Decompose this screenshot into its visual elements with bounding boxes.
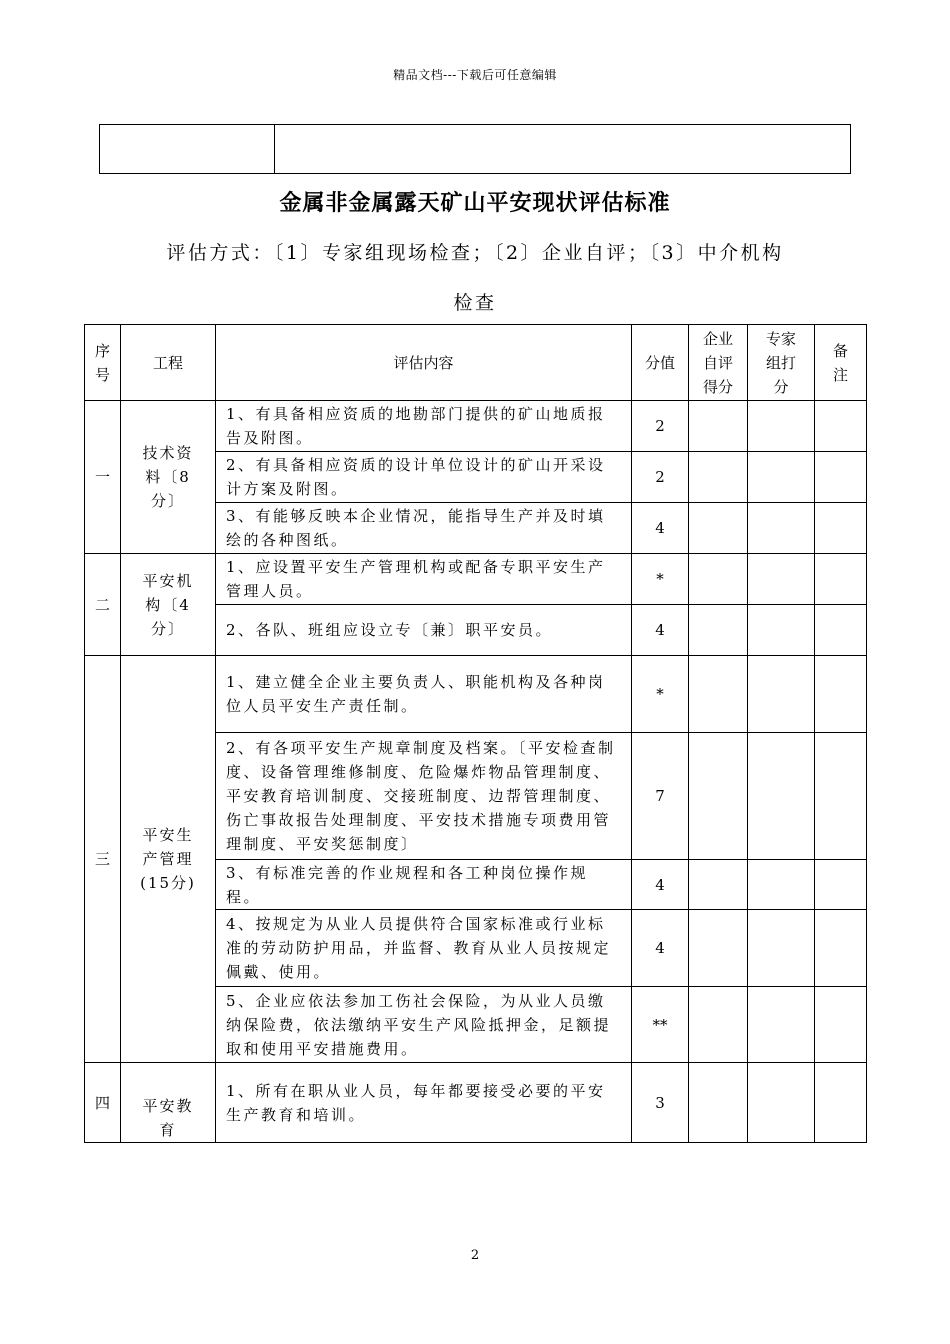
header-score: 分值 — [632, 325, 689, 401]
top-table-left-cell — [100, 125, 275, 173]
group-item: 平安生产管理(15分) — [121, 656, 216, 1063]
expert-score-cell[interactable] — [748, 605, 815, 656]
note-cell[interactable] — [815, 503, 867, 554]
expert-score-cell[interactable] — [748, 910, 815, 987]
criterion-content: 1、有具备相应资质的地勘部门提供的矿山地质报告及附图。 — [216, 401, 632, 452]
note-cell[interactable] — [815, 452, 867, 503]
expert-score-cell[interactable] — [748, 503, 815, 554]
page-number: 2 — [470, 1248, 480, 1263]
note-cell[interactable] — [815, 733, 867, 860]
criterion-score: 2 — [632, 452, 689, 503]
table-header-row — [85, 325, 867, 401]
note-cell[interactable] — [815, 1063, 867, 1143]
expert-score-cell[interactable] — [748, 452, 815, 503]
header-note: 备注 — [815, 325, 867, 401]
self-score-cell[interactable] — [689, 401, 748, 452]
expert-score-cell[interactable] — [748, 860, 815, 910]
group-item: 平安机构〔4分〕 — [121, 554, 216, 656]
criterion-score: 3 — [632, 1063, 689, 1143]
criterion-score: 4 — [632, 910, 689, 987]
note-cell[interactable] — [815, 656, 867, 733]
criterion-content: 2、有具备相应资质的设计单位设计的矿山开采设计方案及附图。 — [216, 452, 632, 503]
header-self-score: 企业自评得分 — [689, 325, 748, 401]
criterion-score: 4 — [632, 503, 689, 554]
assessment-table — [84, 324, 867, 1143]
note-cell[interactable] — [815, 910, 867, 987]
top-empty-table — [99, 124, 851, 174]
note-cell[interactable] — [815, 554, 867, 605]
assessment-method-line1: 评估方式：〔1〕专家组现场检查；〔2〕企业自评；〔3〕中介机构 — [166, 242, 784, 264]
criterion-content: 5、企业应依法参加工伤社会保险，为从业人员缴纳保险费，依法缴纳平安生产风险抵押金，足额提取和使用平安措施费用。 — [216, 987, 632, 1063]
group-seq: 一 — [85, 401, 121, 554]
self-score-cell[interactable] — [689, 656, 748, 733]
expert-score-cell[interactable] — [748, 656, 815, 733]
criterion-content: 1、建立健全企业主要负责人、职能机构及各种岗位人员平安生产责任制。 — [216, 656, 632, 733]
criterion-content: 3、有标准完善的作业规程和各工种岗位操作规程。 — [216, 860, 632, 910]
table-row — [85, 554, 867, 605]
table-row — [85, 656, 867, 733]
self-score-cell[interactable] — [689, 987, 748, 1063]
group-item: 平安教育 — [121, 1063, 216, 1143]
criterion-content: 4、按规定为从业人员提供符合国家标准或行业标准的劳动防护用品，并监督、教育从业人员按规定佩戴、使用。 — [216, 910, 632, 987]
criterion-content: 1、所有在职从业人员，每年都要接受必要的平安生产教育和培训。 — [216, 1063, 632, 1143]
header-content: 评估内容 — [216, 325, 632, 401]
self-score-cell[interactable] — [689, 605, 748, 656]
self-score-cell[interactable] — [689, 1063, 748, 1143]
criterion-score: 4 — [632, 860, 689, 910]
expert-score-cell[interactable] — [748, 554, 815, 605]
group-seq: 四 — [85, 1063, 121, 1143]
table-row — [85, 401, 867, 452]
self-score-cell[interactable] — [689, 860, 748, 910]
self-score-cell[interactable] — [689, 910, 748, 987]
header-expert-score: 专家组打分 — [748, 325, 815, 401]
expert-score-cell[interactable] — [748, 1063, 815, 1143]
expert-score-cell[interactable] — [748, 987, 815, 1063]
header-seq: 序号 — [85, 325, 121, 401]
criterion-score: 2 — [632, 401, 689, 452]
criterion-score: 7 — [632, 733, 689, 860]
note-cell[interactable] — [815, 987, 867, 1063]
expert-score-cell[interactable] — [748, 733, 815, 860]
criterion-score: * — [632, 554, 689, 605]
note-cell[interactable] — [815, 401, 867, 452]
criterion-score: * — [632, 656, 689, 733]
self-score-cell[interactable] — [689, 733, 748, 860]
expert-score-cell[interactable] — [748, 401, 815, 452]
self-score-cell[interactable] — [689, 503, 748, 554]
self-score-cell[interactable] — [689, 452, 748, 503]
criterion-content: 2、各队、班组应设立专〔兼〕职平安员。 — [216, 605, 632, 656]
header-note: 精品文档---下载后可任意编辑 — [393, 68, 557, 82]
criterion-content: 2、有各项平安生产规章制度及档案。〔平安检查制度、设备管理维修制度、危险爆炸物品管理制度、平安教育培训制度、交接班制度、边帮管理制度、伤亡事故报告处理制度、平安技术措施专项费用管理制度、平安奖惩制度〕 — [216, 733, 632, 860]
note-cell[interactable] — [815, 860, 867, 910]
top-table-right-cell — [275, 125, 850, 173]
criterion-content: 1、应设置平安生产管理机构或配备专职平安生产管理人员。 — [216, 554, 632, 605]
assessment-method-line2: 检查 — [453, 292, 497, 314]
note-cell[interactable] — [815, 605, 867, 656]
group-item: 技术资料〔8分〕 — [121, 401, 216, 554]
self-score-cell[interactable] — [689, 554, 748, 605]
group-seq: 三 — [85, 656, 121, 1063]
header-item: 工程 — [121, 325, 216, 401]
criterion-score: ** — [632, 987, 689, 1063]
table-row — [85, 1063, 867, 1143]
criterion-score: 4 — [632, 605, 689, 656]
document-title: 金属非金属露天矿山平安现状评估标准 — [279, 191, 671, 216]
group-seq: 二 — [85, 554, 121, 656]
criterion-content: 3、有能够反映本企业情况，能指导生产并及时填绘的各种图纸。 — [216, 503, 632, 554]
